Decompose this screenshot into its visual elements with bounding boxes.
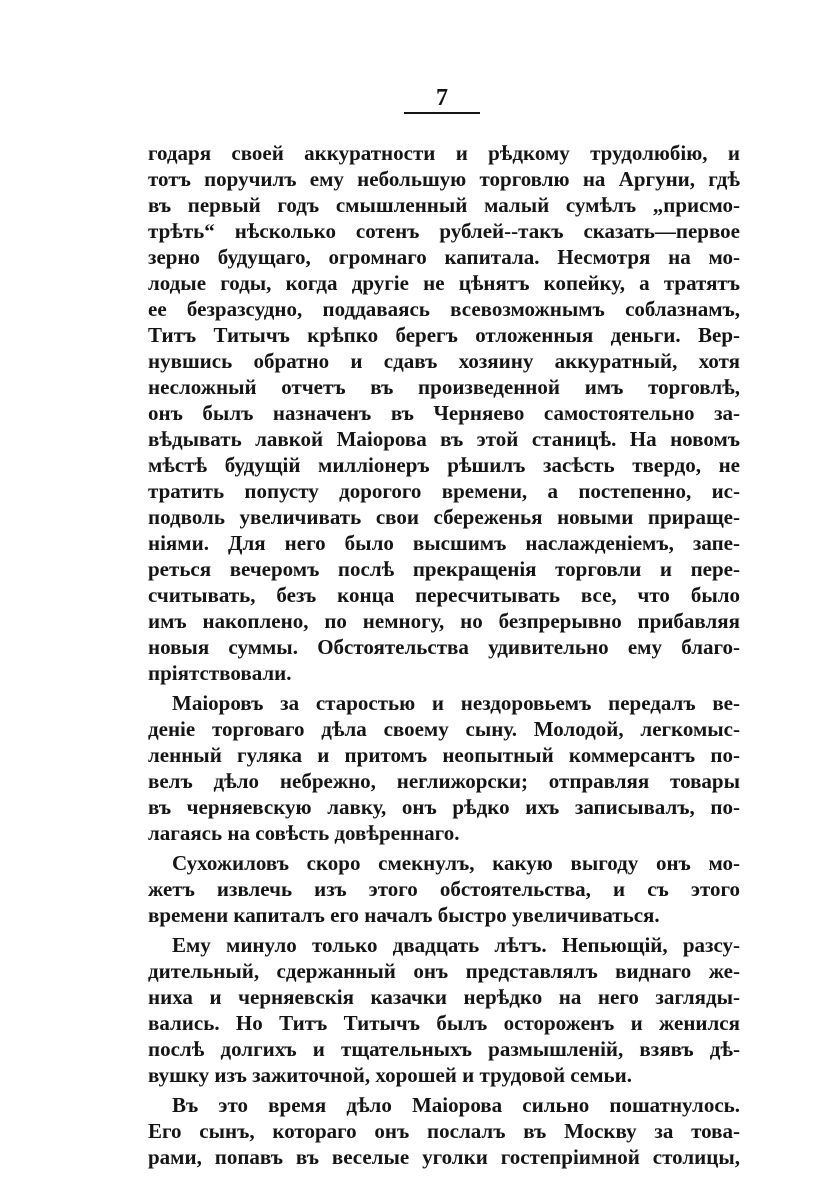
text-line: Маіоровъ за старостью и нездоровьемъ передалъ ве-: [172, 691, 740, 715]
text-line: Его сынъ, котораго онъ послалъ въ Москву за това-: [148, 1119, 740, 1143]
paragraph-1: [148, 140, 740, 686]
text-line: жетъ извлечь изъ этого обстоятельства, и съ этого: [148, 877, 740, 901]
text-line: Въ это время дѣло Маіорова сильно пошатнулось.: [172, 1093, 740, 1117]
text-line: Сухожиловъ скоро смекнулъ, какую выгоду онъ мо-: [172, 851, 740, 875]
text-line: Титъ Титычъ крѣпко берегъ отложенныя деньги. Вер-: [148, 323, 740, 347]
text-line: ніями. Для него было высшимъ наслажденіемъ, запе-: [148, 531, 740, 555]
text-line: вались. Но Титъ Титычъ былъ остороженъ и женился: [148, 1011, 740, 1035]
text-line: имъ накоплено, по немногу, но безпрерывно прибавляя: [148, 609, 740, 633]
text-line: рами, попавъ въ веселые уголки гостепріимной столицы,: [148, 1145, 740, 1169]
page-number-rule: [404, 112, 480, 114]
text-line: мѣстѣ будущій милліонеръ рѣшилъ засѣсть твердо, не: [148, 453, 740, 477]
text-line: дительный, сдержанный онъ представлялъ виднаго же-: [148, 959, 740, 983]
text-line: онъ былъ назначенъ въ Черняево самостоятельно за-: [148, 401, 740, 425]
text-line: считывать, безъ конца пересчитывать все, что было: [148, 583, 740, 607]
paragraph-4: [148, 932, 740, 1088]
text-body: [148, 140, 740, 1170]
text-line: послѣ долгихъ и тщательныхъ размышленій, взявъ дѣ-: [148, 1037, 740, 1061]
text-line: несложный отчетъ въ произведенной имъ торговлѣ,: [148, 375, 740, 399]
text-line: вушку изъ зажиточной, хорошей и трудовой семьи.: [148, 1063, 632, 1087]
text-line: лодые годы, когда другіе не цѣнятъ копейку, а тратятъ: [148, 271, 740, 295]
page-header: [0, 84, 840, 124]
text-line: тотъ поручилъ ему небольшую торговлю на Аргуни, гдѣ: [148, 167, 740, 191]
text-line: ниха и черняевскія казачки нерѣдко на него загляды-: [148, 985, 740, 1009]
text-line: Ему минуло только двадцать лѣтъ. Непьющій, разсу-: [172, 933, 740, 957]
text-line: пріятствовали.: [148, 661, 292, 685]
text-line: времени капиталъ его началъ быстро увеличиваться.: [148, 903, 660, 927]
text-line: нувшись обратно и сдавъ хозяину аккуратный, хотя: [148, 349, 740, 373]
paragraph-5: [148, 1092, 740, 1170]
text-line: ее безразсудно, поддаваясь всевозможнымъ соблазнамъ,: [148, 297, 740, 321]
text-line: новыя суммы. Обстоятельства удивительно ему благо-: [148, 635, 740, 659]
text-line: лагаясь на совѣсть довѣреннаго.: [148, 821, 460, 845]
text-line: вѣдывать лавкой Маіорова въ этой станицѣ. На новомъ: [148, 427, 740, 451]
paragraph-3: [148, 850, 740, 928]
text-line: велъ дѣло небрежно, неглижорски; отправляя товары: [148, 769, 740, 793]
text-line: деніе торговаго дѣла своему сыну. Молодой, легкомыс-: [148, 717, 740, 741]
text-line: въ первый годъ смышленный малый сумѣлъ „присмо-: [148, 193, 740, 217]
page-number: 7: [436, 85, 448, 111]
text-line: въ черняевскую лавку, онъ рѣдко ихъ записывалъ, по-: [148, 795, 740, 819]
text-line: ленный гуляка и притомъ неопытный коммерсантъ по-: [148, 743, 740, 767]
text-line: подволь увеличивать свои сбереженья новыми прираще-: [148, 505, 740, 529]
text-line: трѣть“ нѣсколько сотенъ рублей--такъ сказать—первое: [148, 219, 740, 243]
text-line: годаря своей аккуратности и рѣдкому трудолюбію, и: [148, 141, 740, 165]
text-line: реться вечеромъ послѣ прекращенія торговли и пере-: [148, 557, 740, 581]
paragraph-2: [148, 690, 740, 846]
text-line: зерно будущаго, огромнаго капитала. Несмотря на мо-: [148, 245, 740, 269]
text-line: тратить попусту дорогого времени, а постепенно, ис-: [148, 479, 740, 503]
